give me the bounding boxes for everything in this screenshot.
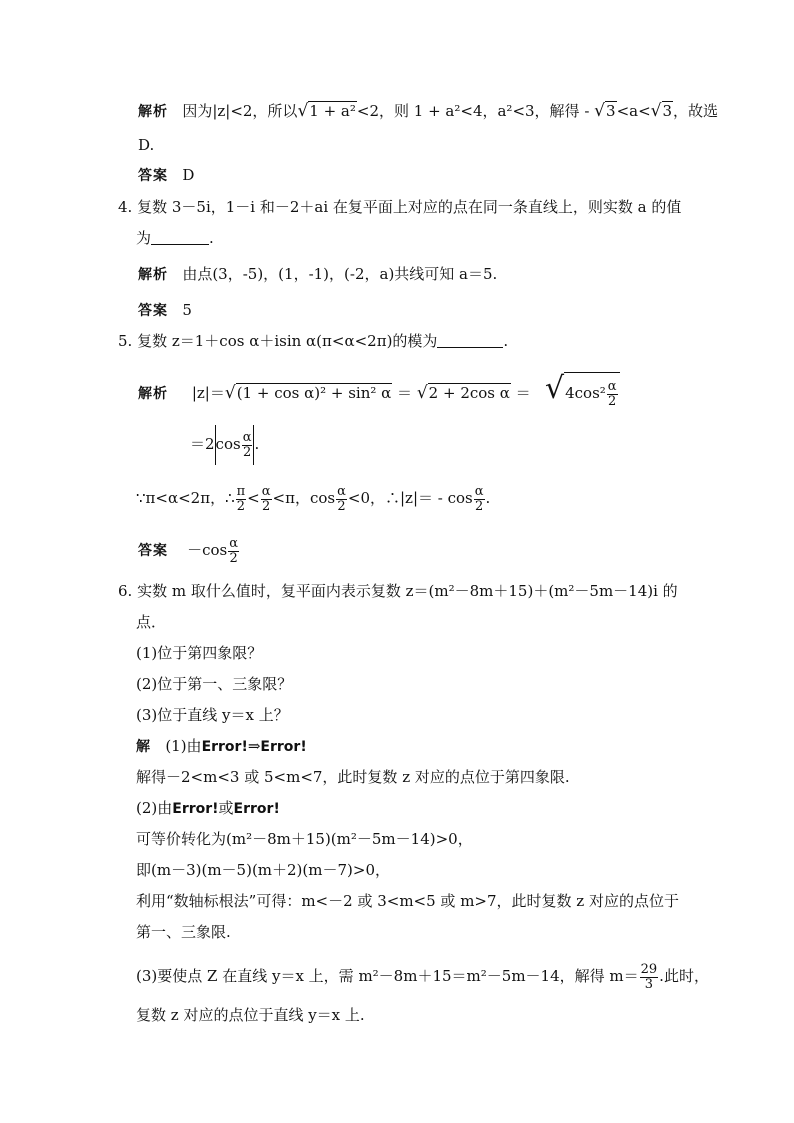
analysis-text: 由点(3，-5)，(1，-1)，(-2，a)共线可知 a＝5. xyxy=(182,265,498,283)
question-text: 复数 3－5i，1－i 和－2＋ai 在复平面上对应的点在同一条直线上，则实数 a 的值 xyxy=(137,198,682,216)
sqrt-expression: 3 xyxy=(662,102,673,120)
question-5: 5. 复数 z＝1＋cos α＋isin α(π<α<2π)的模为 . xyxy=(118,332,509,350)
analysis-line-2: ＝2cos $\frac{\alpha}{2}$ . xyxy=(190,424,259,465)
solution-line-6: 利用“数轴标根法”可得：m<－2 或 3<m<5 或 m>7，此时复数 z 对应的点位于 xyxy=(136,892,679,910)
question-6 xyxy=(118,580,678,602)
solution-label: 解 xyxy=(136,739,151,755)
error-text: Error! xyxy=(260,739,307,755)
answer-line: 答案 －cos $\frac{\alpha}{2}$ xyxy=(138,535,238,566)
solution-line-9: 复数 z 对应的点位于直线 y＝x 上. xyxy=(136,1006,365,1024)
sqrt-expression: (1 + cos α)² + sin² α xyxy=(236,384,392,402)
analysis-text: 因为|z|<2，所以 xyxy=(182,102,298,120)
sqrt-expression: 2 + 2cos α xyxy=(428,384,510,402)
error-text: Error! xyxy=(172,801,219,817)
sqrt-expression: 1 + a² xyxy=(309,102,356,120)
answer-label: 答案 xyxy=(138,168,168,184)
fraction: $\frac{\alpha}{2}$ xyxy=(261,483,271,514)
error-text: Error! xyxy=(201,739,248,755)
analysis-label: 解析 xyxy=(138,104,168,120)
answer-blank xyxy=(151,230,209,245)
analysis-text: ，故选 xyxy=(673,102,719,120)
solution-line-1: 解 (1)由Error!⇒Error! xyxy=(136,737,307,755)
fraction: $\frac{\alpha}{2}$ xyxy=(337,483,346,514)
analysis-text: <2，则 1 + a²<4，a²<3，解得 - xyxy=(356,102,595,120)
answer-line xyxy=(138,299,192,322)
analysis-line xyxy=(138,263,497,286)
answer-blank xyxy=(437,333,503,348)
solution-line-8: (3)要使点 Z 在直线 y＝x 上，需 m²－8m＋15＝m²－5m－14，解得 m＝ $\frac{29}{3}$ .此时， xyxy=(136,961,709,992)
question-text: 复数 z＝1＋cos α＋isin α(π<α<2π)的模为 xyxy=(137,332,438,350)
question-number: 5. xyxy=(118,332,133,350)
answer-label: 答案 xyxy=(138,543,168,559)
solution-line-5: 即(m－3)(m－5)(m＋2)(m－7)>0， xyxy=(136,861,390,879)
question-4-line2: 为 . xyxy=(136,229,214,247)
fraction: $\frac{\pi}{2}$ xyxy=(236,483,246,514)
fraction: $\frac{\alpha}{2}$ xyxy=(474,483,484,514)
question-number: 6. xyxy=(118,582,133,600)
question-6-line2: 点． xyxy=(136,613,167,631)
fraction: $\frac{\alpha}{2}$ xyxy=(229,535,238,566)
analysis-text: <a< xyxy=(616,102,651,120)
reasoning-line: ∵π<α<2π，∴ $\frac{\pi}{2}$ < $\frac{\alpha}{2}$ <π，cos $\frac{\alpha}{2}$ <0，∴|z|＝ - cos $\frac{\alpha}{2}$ . xyxy=(136,483,491,514)
analysis-label: 解析 xyxy=(138,386,168,402)
solution-line-7: 第一、三象限. xyxy=(136,923,231,941)
sub-question-1: (1)位于第四象限？ xyxy=(136,644,263,662)
answer-label: 答案 xyxy=(138,303,168,319)
question-text: 实数 m 取什么值时，复平面内表示复数 z＝(m²－8m＋15)＋(m²－5m－14)i 的 xyxy=(137,582,678,600)
answer-value: 5 xyxy=(182,301,192,319)
analysis-line: 解析 |z|＝√(1 + cos α)² + sin² α ＝ √2 + 2cos α ＝ √4cos² $\frac{\alpha}{2}$ xyxy=(138,372,620,413)
fraction: $\frac{\alpha}{2}$ xyxy=(242,429,252,460)
fraction: $\frac{\alpha}{2}$ xyxy=(607,378,617,409)
answer-value: D xyxy=(182,166,195,184)
solution-line-3: (2)由Error!或Error! xyxy=(136,799,280,817)
error-text: Error! xyxy=(233,801,280,817)
sub-question-3: (3)位于直线 y＝x 上？ xyxy=(136,706,289,724)
sqrt-expression: 3 xyxy=(606,102,616,120)
question-number: 4. xyxy=(118,198,133,216)
question-4 xyxy=(118,196,681,218)
solution-line-4: 可等价转化为(m²－8m＋15)(m²－5m－14)>0， xyxy=(136,830,473,848)
solution-line-2: 解得－2<m<3 或 5<m<7，此时复数 z 对应的点位于第四象限. xyxy=(136,768,570,786)
sqrt-expression: 4cos² $\frac{\alpha}{2}$ xyxy=(564,372,619,413)
sub-question-2: (2)位于第一、三象限？ xyxy=(136,675,293,693)
analysis-continuation: D. xyxy=(138,136,155,154)
fraction: $\frac{29}{3}$ xyxy=(640,961,658,992)
analysis-label: 解析 xyxy=(138,267,168,283)
analysis-line: 解析 因为|z|<2，所以√1 + a²<2，则 1 + a²<4，a²<3，解得 - √3<a<√3，故选 xyxy=(138,101,719,121)
answer-line xyxy=(138,164,194,187)
